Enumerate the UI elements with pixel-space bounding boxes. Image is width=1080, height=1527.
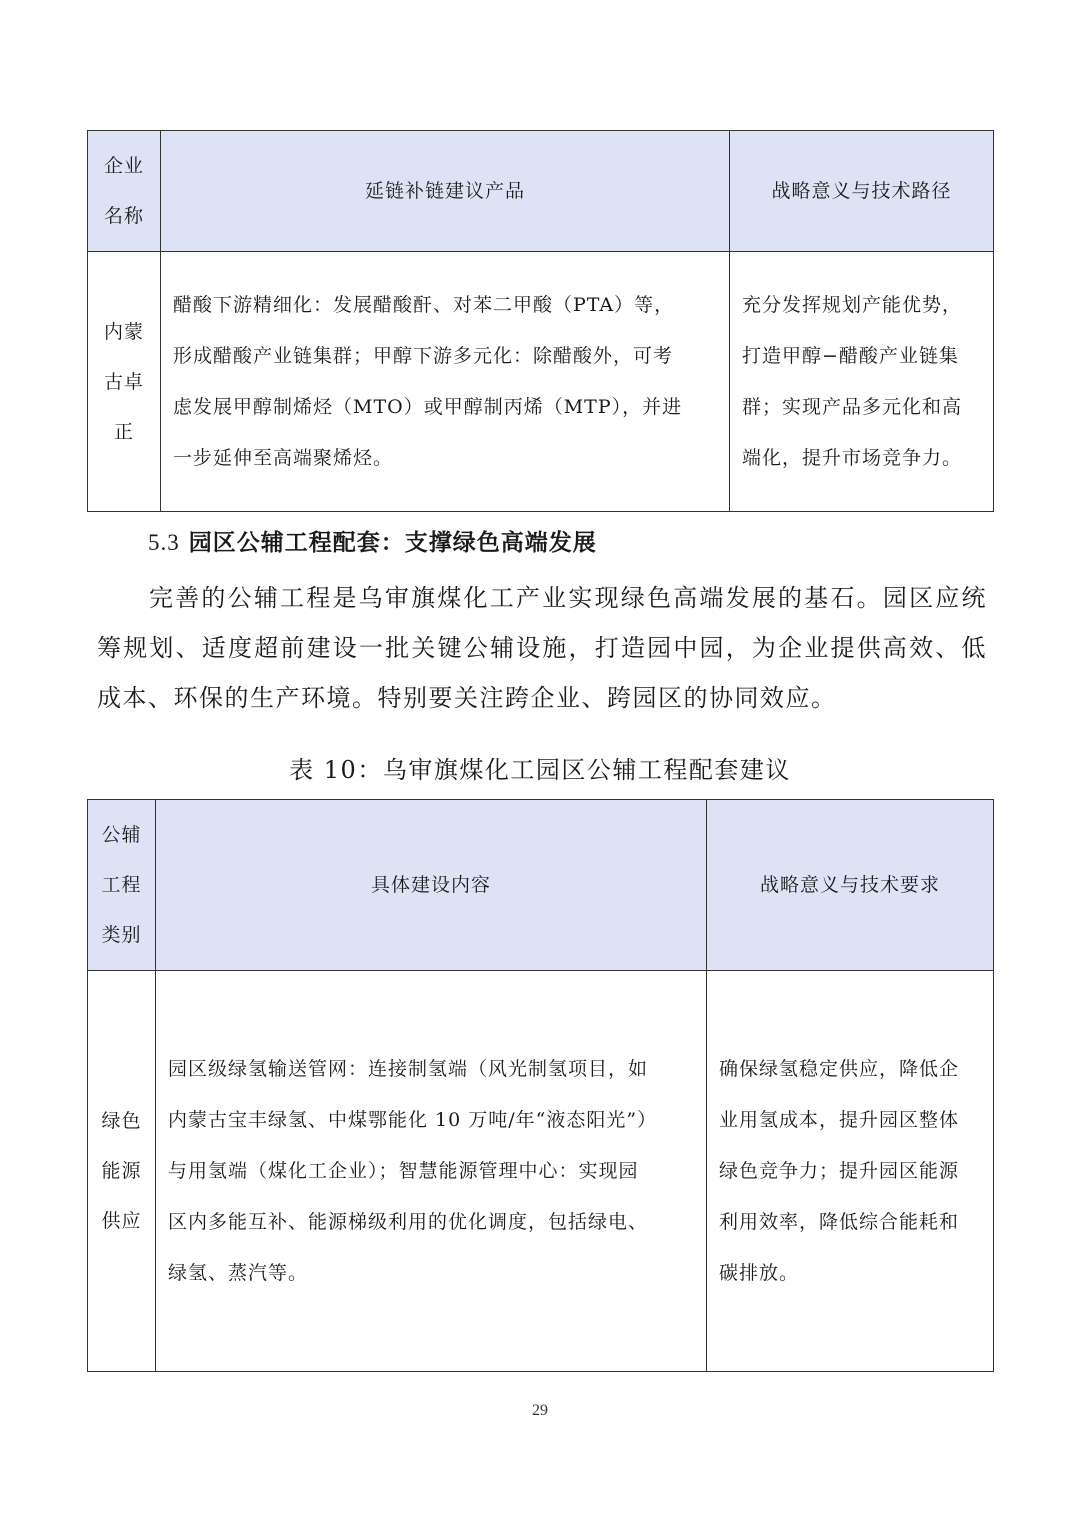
category-cell: 绿色 能源 供应 — [88, 971, 156, 1372]
section-title: 园区公辅工程配套：支撑绿色高端发展 — [188, 530, 597, 556]
body-paragraph: 完善的公辅工程是乌审旗煤化工产业实现绿色高端发展的基石。园区应统筹规划、适度超前建设一批关键公辅设施，打造园中园，为企业提供高效、低成本、环保的生产环境。特别要关注跨企业、跨园区的协同效应。 — [97, 584, 987, 712]
section-number: 5.3 — [148, 530, 180, 555]
section-heading — [148, 524, 597, 557]
products-cell: 醋酸下游精细化：发展醋酸酐、对苯二甲酸（PTA）等， 形成醋酸产业链集群；甲醇下游多元化：除醋酸外，可考 虑发展甲醇制烯烃（MTO）或甲醇制丙烯（MTP），并进 一步延伸至高端聚烯烃。 — [161, 252, 730, 512]
table-header-row — [88, 131, 994, 252]
content-cell: 园区级绿氢输送管网：连接制氢端（风光制氢项目，如 内蒙古宝丰绿氢、中煤鄂能化 10 万吨/年“液态阳光”） 与用氢端（煤化工企业）；智慧能源管理中心：实现园 区内多能互补、能源梯级利用的优化调度，包括绿电、 绿氢、蒸汽等。 — [156, 971, 707, 1372]
table-row — [88, 252, 994, 512]
header-strategy: 战略意义与技术路径 — [730, 131, 994, 252]
table-header-row — [88, 800, 994, 971]
header-enterprise-name: 企业 名称 — [88, 131, 161, 252]
utility-engineering-table — [87, 799, 994, 1372]
header-content: 具体建设内容 — [156, 800, 707, 971]
header-category: 公辅 工程 类别 — [88, 800, 156, 971]
table-row — [88, 971, 994, 1372]
strategy-cell: 充分发挥规划产能优势， 打造甲醇−醋酸产业链集 群；实现产品多元化和高 端化，提升市场竞争力。 — [730, 252, 994, 512]
header-products: 延链补链建议产品 — [161, 131, 730, 252]
enterprise-products-table — [87, 130, 994, 512]
page-number: 29 — [532, 1402, 548, 1419]
header-requirements: 战略意义与技术要求 — [707, 800, 994, 971]
table-caption: 表 10：乌审旗煤化工园区公辅工程配套建议 — [289, 756, 791, 784]
requirements-cell: 确保绿氢稳定供应，降低企 业用氢成本，提升园区整体 绿色竞争力；提升园区能源 利用效率，降低综合能耗和 碳排放。 — [707, 971, 994, 1372]
enterprise-name-cell: 内蒙 古卓 正 — [88, 252, 161, 512]
